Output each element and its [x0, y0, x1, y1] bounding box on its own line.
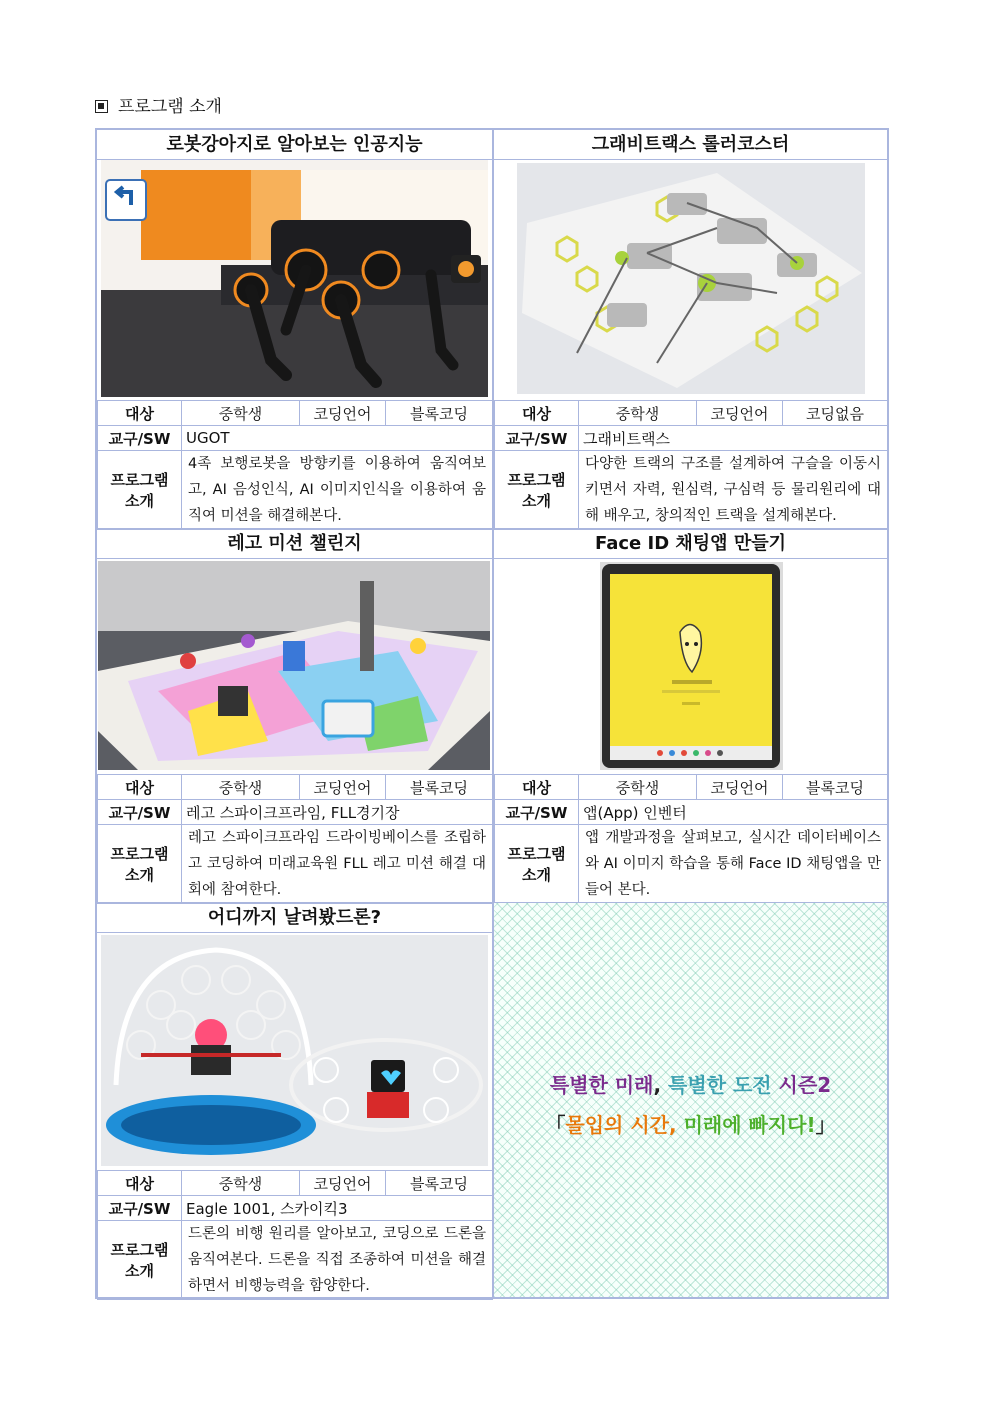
desc-label: 프로그램 소개 [98, 1221, 182, 1300]
lang-label: 코딩언어 [300, 401, 386, 426]
program-title: 레고 미션 챌린지 [97, 529, 492, 559]
desc-value: 다양한 트랙의 구조를 설계하여 구슬을 이동시키면서 자력, 원심력, 구심력 등 물리원리에 대해 배우고, 창의적인 트랙을 설계해본다. [579, 451, 888, 530]
desc-value: 레고 스파이크프라임 드라이빙베이스를 조립하고 코딩하여 미래교육원 FLL 레고 미션 해결 대회에 참여한다. [182, 825, 493, 904]
lang-value: 블록코딩 [386, 1171, 493, 1196]
program-title: 그래비트랙스 롤러코스터 [494, 130, 887, 160]
tablet-app-photo [600, 562, 783, 770]
lang-value: 코딩없음 [783, 401, 888, 426]
desc-label: 프로그램 소개 [98, 825, 182, 904]
slogan-part: 시즌2 [771, 1073, 832, 1097]
square-bullet-icon [95, 100, 108, 113]
tagline-part: , [669, 1113, 684, 1137]
lang-label: 코딩언어 [300, 775, 386, 800]
program-info-table [97, 1170, 493, 1300]
tagline-part: 」 [815, 1113, 836, 1137]
desc-value: 4족 보행로봇을 방향키를 이용하여 움직여보고, AI 음성인식, AI 이미지인식을 이용하여 움직여 미션을 해결해본다. [182, 451, 493, 530]
desc-value: 드론의 비행 원리를 알아보고, 코딩으로 드론을 움직여본다. 드론을 직접 조종하여 미션을 해결하면서 비행능력을 함양한다. [182, 1221, 493, 1300]
lang-label: 코딩언어 [697, 775, 783, 800]
program-info-table [494, 774, 888, 904]
tool-label: 교구/SW [98, 800, 182, 825]
program-info-table [494, 400, 888, 530]
target-label: 대상 [98, 775, 182, 800]
tool-label: 교구/SW [98, 426, 182, 451]
tool-label: 교구/SW [98, 1196, 182, 1221]
lang-value: 블록코딩 [386, 401, 493, 426]
tool-label: 교구/SW [495, 426, 579, 451]
desc-label: 프로그램 소개 [495, 825, 579, 904]
desc-label: 프로그램 소개 [495, 451, 579, 530]
lang-label: 코딩언어 [697, 401, 783, 426]
lang-value: 블록코딩 [783, 775, 888, 800]
section-heading [95, 92, 222, 117]
section-heading-text: 프로그램 소개 [118, 97, 222, 117]
tool-value: UGOT [182, 426, 493, 451]
target-label: 대상 [98, 1171, 182, 1196]
tagline-part: 몰입의 시간 [565, 1113, 669, 1137]
promo-panel [494, 903, 887, 1297]
target-value: 중학생 [182, 1171, 300, 1196]
desc-value: 앱 개발과정을 살펴보고, 실시간 데이터베이스와 AI 이미지 학습을 통해 Face ID 채팅앱을 만들어 본다. [579, 825, 888, 904]
target-value: 중학생 [579, 775, 697, 800]
desc-label: 프로그램 소개 [98, 451, 182, 530]
tool-value: 그래비트랙스 [579, 426, 888, 451]
target-value: 중학생 [182, 775, 300, 800]
target-value: 중학생 [579, 401, 697, 426]
promo-slogan [494, 1069, 887, 1098]
target-label: 대상 [495, 775, 579, 800]
target-label: 대상 [495, 401, 579, 426]
robot-dog-photo [101, 160, 488, 397]
lego-mission-photo [98, 561, 490, 770]
target-label: 대상 [98, 401, 182, 426]
tool-value: 레고 스파이크프라임, FLL경기장 [182, 800, 493, 825]
target-value: 중학생 [182, 401, 300, 426]
lang-label: 코딩언어 [300, 1171, 386, 1196]
tagline-part: 「 [545, 1113, 566, 1137]
program-title: 로봇강아지로 알아보는 인공지능 [97, 130, 492, 160]
slogan-part: 특별한 미래 [549, 1073, 654, 1097]
slogan-part: 특별한 도전 [668, 1073, 772, 1097]
lang-value: 블록코딩 [386, 775, 493, 800]
tool-value: 앱(App) 인벤터 [579, 800, 888, 825]
drone-photo [101, 935, 488, 1166]
promo-tagline [494, 1109, 887, 1138]
tool-label: 교구/SW [495, 800, 579, 825]
program-title: 어디까지 날려봤드론? [97, 903, 492, 933]
program-title: Face ID 채팅앱 만들기 [494, 529, 887, 559]
program-info-table [97, 774, 493, 904]
slogan-part: , [653, 1073, 669, 1097]
tool-value: Eagle 1001, 스카이킥3 [182, 1196, 493, 1221]
program-info-table [97, 400, 493, 530]
gravitrax-photo [517, 163, 865, 394]
tagline-part: 미래에 빠지다! [683, 1113, 816, 1137]
